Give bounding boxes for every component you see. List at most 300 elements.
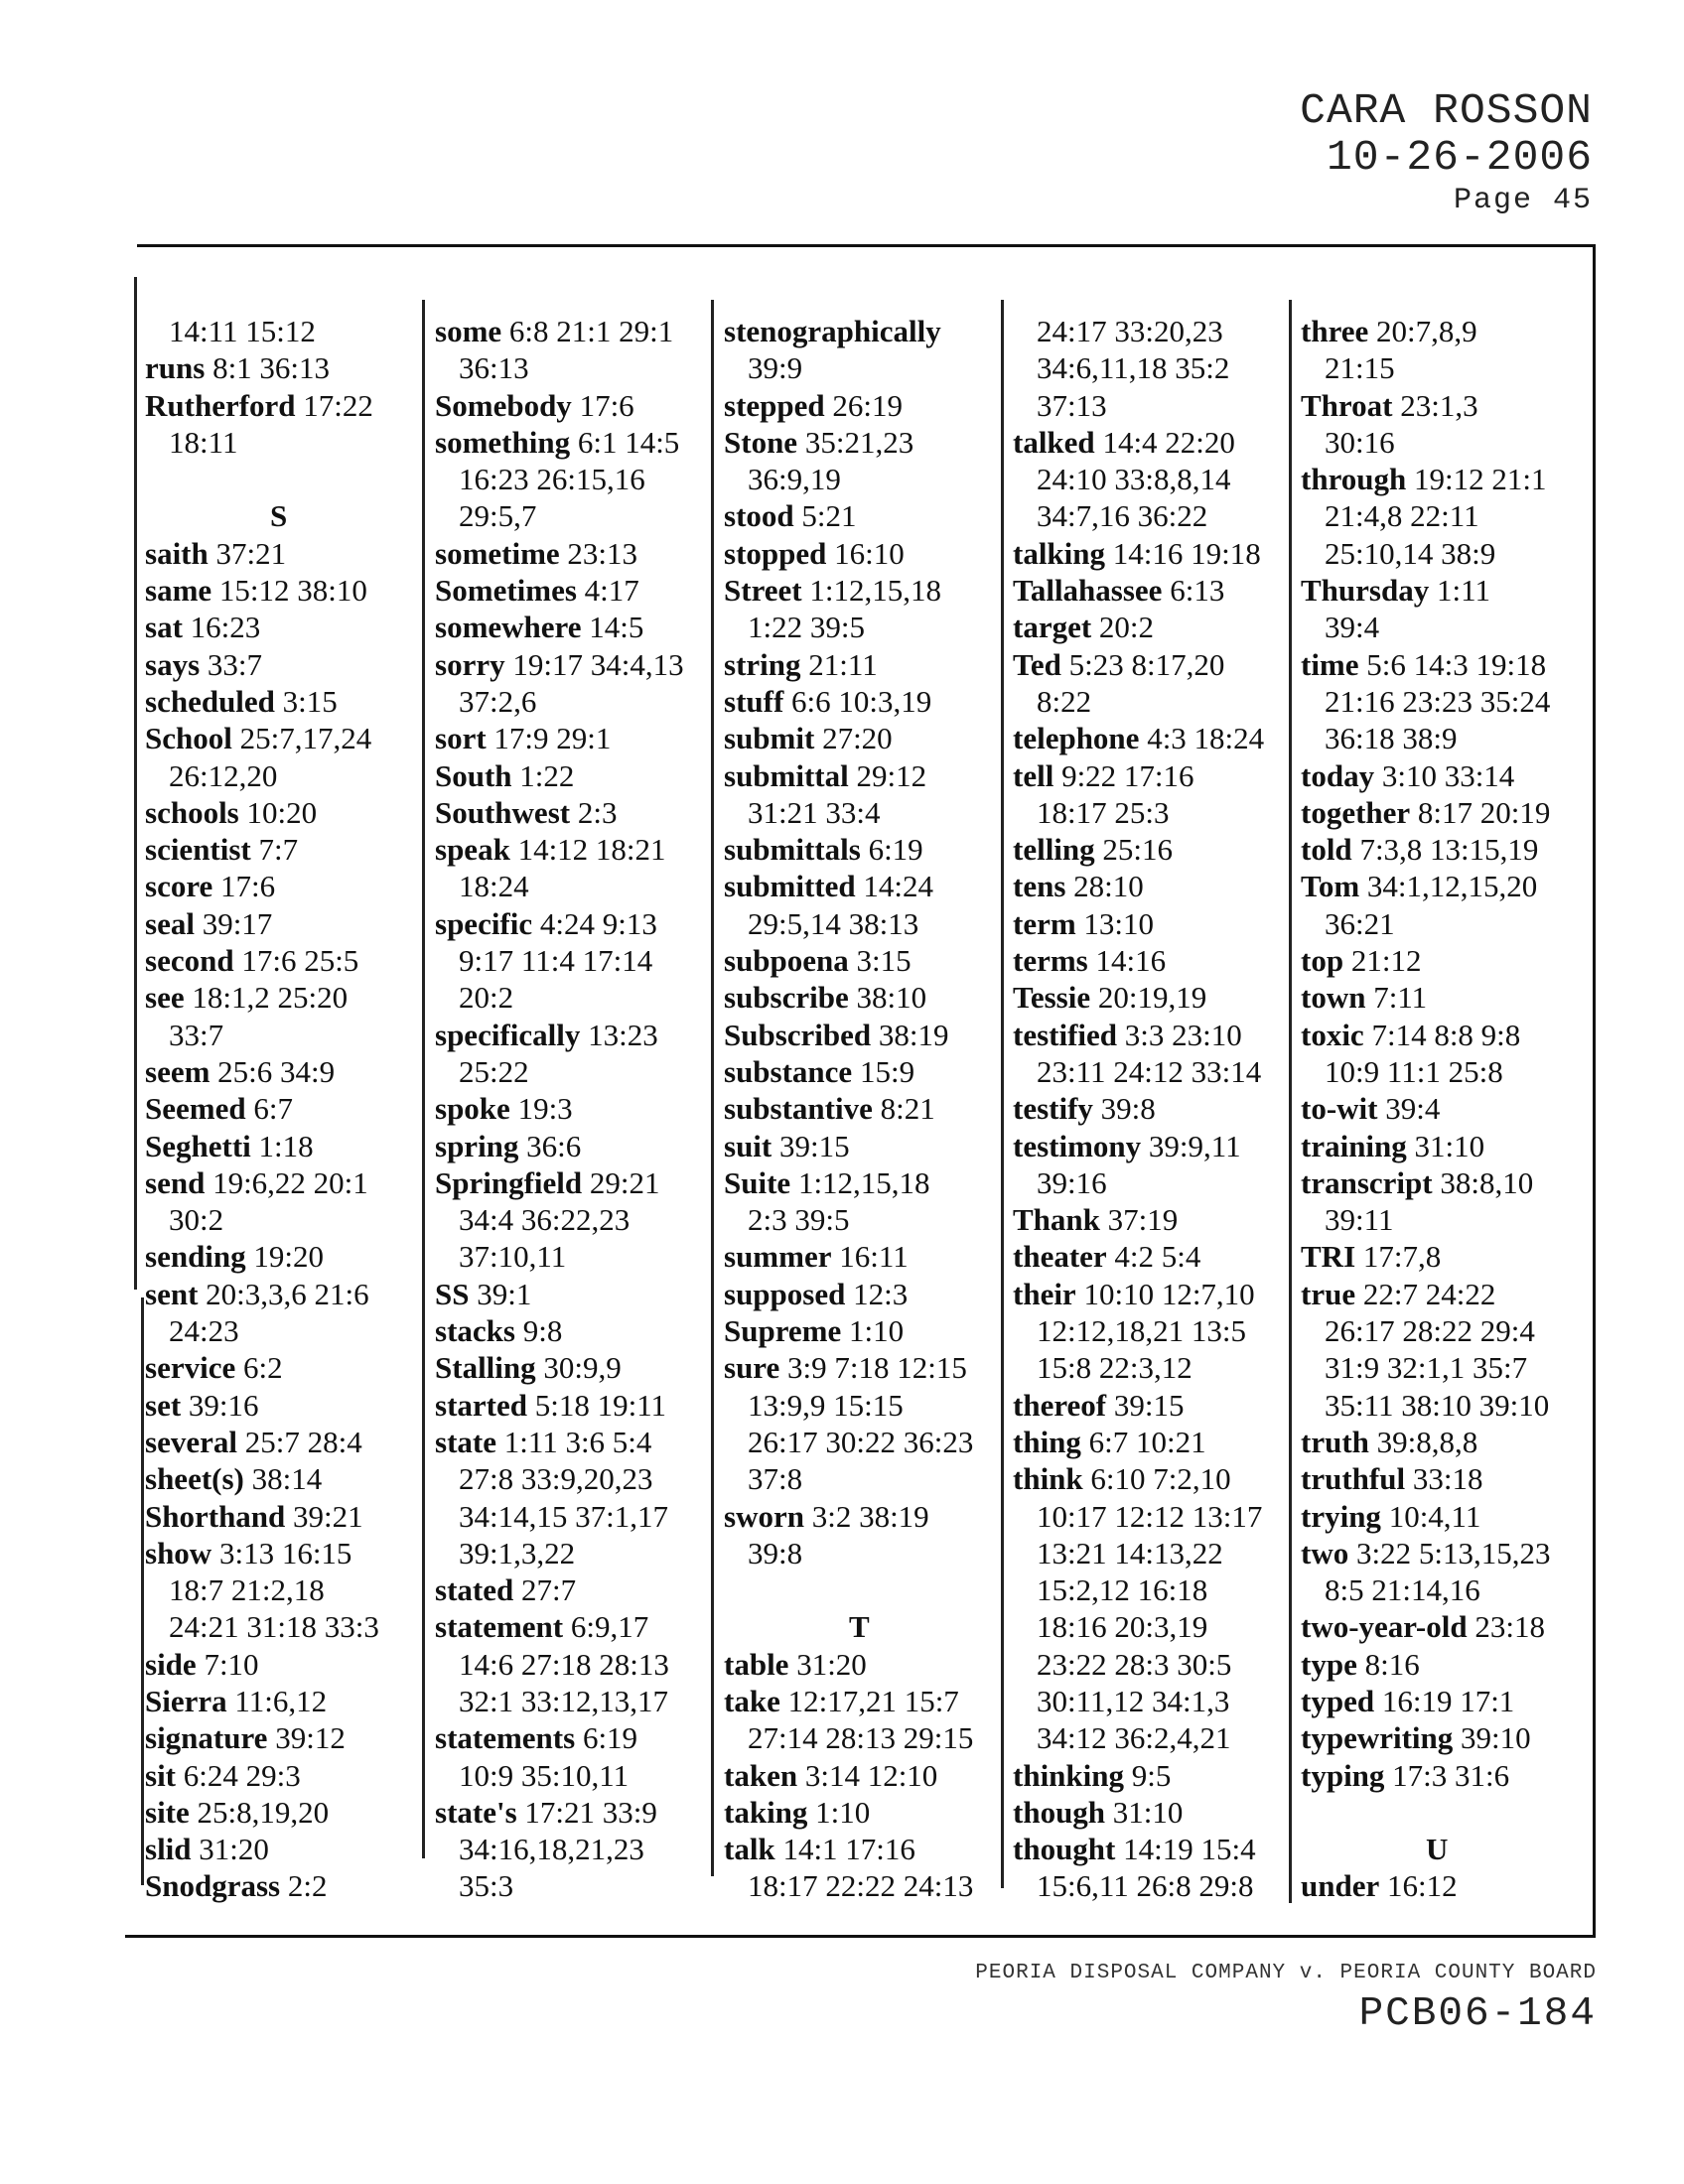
page-line-refs: 25:22	[459, 1053, 529, 1089]
index-entry	[435, 757, 684, 794]
index-entry	[724, 1238, 973, 1275]
page-line-refs: 34:14,15 37:1,17	[459, 1498, 668, 1534]
index-term: submittal	[724, 757, 849, 793]
index-entry	[145, 1498, 379, 1535]
page-line-refs: 36:18 38:9	[1325, 721, 1458, 756]
index-term: taking	[724, 1794, 808, 1830]
index-entry-continuation	[1301, 1053, 1550, 1090]
left-border-mark	[134, 277, 137, 1290]
index-entry	[724, 979, 973, 1016]
index-column-1	[145, 313, 379, 1905]
index-entry	[145, 1424, 379, 1460]
page-line-refs: 38:19	[878, 1017, 949, 1052]
index-entry	[435, 1387, 684, 1424]
index-term: type	[1301, 1646, 1357, 1682]
index-term: Sometimes	[435, 573, 577, 609]
index-term: testimony	[1013, 1128, 1142, 1163]
index-entry	[1013, 1387, 1264, 1424]
page-line-refs: 16:11	[839, 1239, 909, 1275]
index-entry	[435, 1090, 684, 1127]
index-entry	[1301, 1017, 1550, 1053]
index-term: suit	[724, 1128, 772, 1163]
page-line-refs: 25:16	[1102, 832, 1174, 868]
index-entry-continuation	[145, 313, 379, 349]
page-line-refs: 39:15	[1113, 1387, 1185, 1423]
page-line-refs: 1:12,15,18	[797, 1164, 930, 1200]
index-entry	[145, 683, 379, 720]
deposition-date: 10-26-2006	[1326, 133, 1593, 182]
page-line-refs: 39:4	[1325, 610, 1380, 645]
index-entry	[1013, 1201, 1264, 1238]
page-line-refs: 35:11 38:10 39:10	[1325, 1387, 1550, 1423]
index-entry	[724, 1164, 973, 1201]
index-term: see	[145, 980, 185, 1016]
page-line-refs: 18:16 20:3,19	[1037, 1609, 1208, 1645]
index-entry-continuation	[435, 868, 684, 904]
section-letter: U	[1426, 1832, 1449, 1867]
page-line-refs: 39:16	[1037, 1164, 1107, 1200]
page-line-refs: 13:23	[588, 1017, 658, 1052]
index-term: typewriting	[1301, 1720, 1454, 1756]
page-line-refs: 1:12,15,18	[809, 573, 941, 609]
index-entry-continuation	[435, 1646, 684, 1683]
index-term: South	[435, 757, 512, 793]
index-entry	[1013, 1238, 1264, 1275]
index-entry	[1301, 1498, 1550, 1535]
index-entry-continuation	[435, 1867, 684, 1904]
index-term: sit	[145, 1757, 176, 1793]
index-term: transcript	[1301, 1164, 1433, 1200]
index-entry-continuation	[1013, 1535, 1264, 1571]
index-entry-continuation	[724, 1387, 973, 1424]
index-term: Throat	[1301, 387, 1393, 423]
index-term: three	[1301, 314, 1369, 348]
page-line-refs: 30:9,9	[543, 1350, 622, 1386]
case-number: PCB06-184	[1358, 1991, 1597, 2037]
index-entry	[1013, 1128, 1264, 1164]
index-entry-continuation	[1013, 1349, 1264, 1386]
index-term: target	[1013, 610, 1092, 645]
page-line-refs: 17:6	[220, 869, 276, 904]
index-entry	[435, 1349, 684, 1386]
index-entry	[724, 1017, 973, 1053]
index-term: two-year-old	[1301, 1609, 1468, 1645]
index-entry-continuation	[1301, 905, 1550, 942]
index-entry	[435, 313, 684, 349]
index-term: sworn	[724, 1498, 804, 1534]
index-entry	[1301, 1238, 1550, 1275]
index-term: Southwest	[435, 794, 571, 830]
page-line-refs: 16:10	[834, 535, 905, 571]
index-box	[137, 244, 1596, 1938]
index-term: sending	[145, 1239, 246, 1275]
page-line-refs: 14:24	[863, 869, 934, 904]
index-entry	[435, 424, 684, 461]
page-line-refs: 39:9	[748, 350, 803, 386]
index-term: side	[145, 1646, 197, 1682]
index-term: service	[145, 1350, 236, 1386]
left-border-mark	[141, 1297, 144, 1885]
index-term: truthful	[1301, 1461, 1406, 1497]
column-divider	[1289, 300, 1292, 1903]
index-entry-continuation	[1013, 1498, 1264, 1535]
index-entry	[1301, 1276, 1550, 1312]
index-term: substance	[724, 1053, 853, 1089]
page-line-refs: 34:7,16 36:22	[1037, 498, 1208, 534]
page-line-refs: 15:8 22:3,12	[1037, 1350, 1193, 1386]
index-term: stood	[724, 498, 794, 534]
index-entry	[435, 1608, 684, 1645]
page-line-refs: 2:3 39:5	[748, 1202, 850, 1238]
index-entry-continuation	[724, 349, 973, 386]
index-entry	[1013, 1017, 1264, 1053]
page-line-refs: 36:13	[459, 350, 529, 386]
index-term: Stone	[724, 424, 798, 460]
page-line-refs: 21:11	[808, 646, 878, 682]
index-entry-continuation	[145, 1312, 379, 1349]
page-line-refs: 6:7	[253, 1091, 293, 1127]
page-line-refs: 1:11 3:6 5:4	[503, 1424, 652, 1459]
index-entry-continuation	[1013, 387, 1264, 424]
index-entry-continuation	[1301, 1387, 1550, 1424]
index-term: set	[145, 1387, 182, 1423]
index-entry-continuation	[1013, 1053, 1264, 1090]
page-line-refs: 25:7 28:4	[244, 1424, 362, 1459]
index-entry	[724, 683, 973, 720]
page-line-refs: 18:1,2 25:20	[192, 980, 349, 1016]
page-line-refs: 10:10 12:7,10	[1083, 1276, 1255, 1311]
index-entry	[145, 1090, 379, 1127]
index-term: stated	[435, 1572, 514, 1608]
page-line-refs: 8:1 36:13	[212, 350, 331, 386]
page-line-refs: 4:17	[584, 573, 639, 609]
index-entry-continuation	[1301, 1571, 1550, 1608]
index-entry	[435, 1164, 684, 1201]
index-term: tell	[1013, 757, 1054, 793]
page-line-refs: 6:10 7:2,10	[1090, 1461, 1231, 1497]
index-entry-continuation	[1301, 424, 1550, 461]
page-line-refs: 1:22 39:5	[748, 610, 865, 645]
blank-line	[724, 1571, 973, 1608]
page-line-refs: 3:15	[282, 683, 338, 719]
page-line-refs: 1:22	[519, 757, 575, 793]
page-line-refs: 24:21 31:18 33:3	[169, 1609, 379, 1645]
page-line-refs: 7:10	[204, 1646, 259, 1682]
index-term: state	[435, 1424, 496, 1459]
index-entry	[145, 572, 379, 609]
index-entry-continuation	[1013, 349, 1264, 386]
index-entry	[145, 942, 379, 979]
index-entry-continuation	[435, 349, 684, 386]
index-term: TRI	[1301, 1239, 1356, 1275]
index-entry	[724, 1128, 973, 1164]
border-corner-mark	[125, 1935, 139, 1938]
page-line-refs: 17:6	[579, 387, 634, 423]
page-line-refs: 25:10,14 38:9	[1325, 535, 1496, 571]
index-entry	[435, 535, 684, 572]
page-line-refs: 30:2	[169, 1202, 224, 1238]
blank-line	[145, 461, 379, 497]
index-entry	[724, 1498, 973, 1535]
page-line-refs: 13:21 14:13,22	[1037, 1535, 1223, 1570]
index-entry-continuation	[435, 1053, 684, 1090]
page-line-refs: 6:9,17	[570, 1609, 649, 1645]
page-line-refs: 15:2,12 16:18	[1037, 1572, 1208, 1608]
index-term: saith	[145, 535, 209, 571]
index-entry	[145, 1349, 379, 1386]
index-term: through	[1301, 462, 1407, 497]
page-line-refs: 37:8	[748, 1461, 803, 1497]
index-entry	[145, 720, 379, 756]
index-entry	[724, 1053, 973, 1090]
page-line-refs: 7:3,8 13:15,19	[1359, 832, 1539, 868]
index-entry-continuation	[1013, 1608, 1264, 1645]
page-line-refs: 16:12	[1387, 1868, 1458, 1904]
page-line-refs: 39:1	[477, 1276, 532, 1311]
index-entry	[1013, 979, 1264, 1016]
index-term: speak	[435, 832, 510, 868]
index-term: stacks	[435, 1313, 515, 1349]
index-entry	[1301, 794, 1550, 831]
column-divider	[422, 300, 425, 1858]
index-entry-continuation	[724, 1719, 973, 1756]
index-term: send	[145, 1164, 206, 1200]
page-line-refs: 7:11	[1373, 980, 1428, 1016]
page-line-refs: 16:19 17:1	[1381, 1683, 1515, 1718]
index-entry	[724, 1090, 973, 1127]
index-term: sat	[145, 610, 183, 645]
index-entry	[724, 1683, 973, 1719]
index-term: toxic	[1301, 1017, 1364, 1052]
page-line-refs: 39:8,8,8	[1376, 1424, 1478, 1459]
witness-name: CARA ROSSON	[1300, 86, 1593, 135]
page-line-refs: 36:21	[1325, 905, 1395, 941]
page-line-refs: 31:20	[199, 1832, 269, 1867]
page-line-refs: 29:5,7	[459, 498, 537, 534]
index-entry-continuation	[435, 1535, 684, 1571]
page-line-refs: 14:5	[589, 610, 644, 645]
page-footer	[975, 1956, 1597, 2037]
index-entry-continuation	[724, 609, 973, 645]
index-term: talking	[1013, 535, 1106, 571]
index-term: submit	[724, 721, 815, 756]
index-term: statement	[435, 1609, 564, 1645]
index-term: told	[1301, 832, 1352, 868]
index-term: stopped	[724, 535, 827, 571]
page-line-refs: 34:16,18,21,23	[459, 1832, 644, 1867]
index-term: typing	[1301, 1757, 1385, 1793]
index-entry	[724, 535, 973, 572]
page-line-refs: 14:11 15:12	[169, 314, 316, 348]
index-entry	[435, 831, 684, 868]
index-entry	[1013, 757, 1264, 794]
page-line-refs: 39:21	[293, 1498, 363, 1534]
page-line-refs: 23:18	[1474, 1609, 1545, 1645]
index-entry	[435, 1424, 684, 1460]
index-entry	[1013, 424, 1264, 461]
index-entry-continuation	[1301, 720, 1550, 756]
page-line-refs: 6:7 10:21	[1088, 1424, 1206, 1459]
page-line-refs: 2:2	[287, 1868, 328, 1904]
index-entry	[145, 1460, 379, 1497]
index-entry	[724, 1831, 973, 1867]
page-line-refs: 15:9	[859, 1053, 915, 1089]
index-entry	[1301, 868, 1550, 904]
page-line-refs: 5:18 19:11	[534, 1387, 667, 1423]
page-line-refs: 20:7,8,9	[1376, 314, 1477, 348]
page-line-refs: 35:3	[459, 1868, 514, 1904]
page-line-refs: 39:8	[1100, 1091, 1156, 1127]
page-line-refs: 24:17 33:20,23	[1037, 314, 1223, 348]
index-term: Street	[724, 573, 802, 609]
index-term: talk	[724, 1832, 775, 1867]
page-line-refs: 19:17 34:4,13	[512, 646, 684, 682]
page-line-refs: 26:19	[832, 387, 904, 423]
page-line-refs: 39:4	[1385, 1091, 1441, 1127]
index-entry-continuation	[724, 905, 973, 942]
index-entry	[724, 942, 973, 979]
page-line-refs: 39:17	[202, 905, 273, 941]
index-entry-continuation	[724, 1424, 973, 1460]
index-term: time	[1301, 646, 1359, 682]
page-line-refs: 38:10	[856, 980, 927, 1016]
page-line-refs: 24:10 33:8,8,14	[1037, 462, 1231, 497]
page-line-refs: 5:6 14:3 19:18	[1366, 646, 1547, 682]
page-line-refs: 37:2,6	[459, 683, 537, 719]
index-entry	[1301, 1867, 1550, 1904]
index-term: submittals	[724, 832, 861, 868]
index-entry	[1301, 461, 1550, 497]
page-line-refs: 15:6,11 26:8 29:8	[1037, 1868, 1254, 1904]
index-entry	[1013, 1831, 1264, 1867]
page-line-refs: 17:6 25:5	[241, 943, 359, 979]
index-term: submitted	[724, 869, 856, 904]
page-line-refs: 16:23 26:15,16	[459, 462, 645, 497]
index-entry	[724, 646, 973, 683]
index-term: schools	[145, 794, 239, 830]
index-term: score	[145, 869, 213, 904]
page-line-refs: 31:20	[796, 1646, 867, 1682]
index-entry	[724, 1276, 973, 1312]
page-line-refs: 26:17 30:22 36:23	[748, 1424, 974, 1459]
index-entry-continuation	[724, 1201, 973, 1238]
page-header	[1300, 87, 1593, 220]
index-entry	[724, 1312, 973, 1349]
page-line-refs: 17:21 33:9	[524, 1794, 657, 1830]
index-entry-continuation	[435, 1757, 684, 1794]
page-line-refs: 17:22	[303, 387, 373, 423]
index-entry	[435, 387, 684, 424]
page-line-refs: 36:9,19	[748, 462, 841, 497]
page-line-refs: 39:15	[779, 1128, 850, 1163]
page-line-refs: 13:10	[1083, 905, 1155, 941]
page-line-refs: 30:11,12 34:1,3	[1037, 1683, 1230, 1718]
index-entry	[724, 868, 973, 904]
page-line-refs: 34:12 36:2,4,21	[1037, 1720, 1231, 1756]
page-line-refs: 10:9 35:10,11	[459, 1757, 630, 1793]
index-term: something	[435, 424, 571, 460]
page-line-refs: 12:17,21 15:7	[787, 1683, 959, 1718]
index-entry	[1013, 942, 1264, 979]
index-entry	[1301, 1757, 1550, 1794]
page-line-refs: 31:10	[1112, 1794, 1184, 1830]
index-entry	[145, 387, 379, 424]
index-entry	[1301, 1090, 1550, 1127]
page-line-refs: 17:3 31:6	[1392, 1757, 1510, 1793]
index-column-5	[1301, 313, 1550, 1905]
index-term: Seghetti	[145, 1128, 251, 1163]
page-line-refs: 20:19,19	[1097, 980, 1207, 1016]
index-entry	[724, 831, 973, 868]
index-term: started	[435, 1387, 527, 1423]
page-line-refs: 21:4,8 22:11	[1325, 498, 1479, 534]
page-line-refs: 4:24 9:13	[539, 905, 657, 941]
index-term: under	[1301, 1868, 1380, 1904]
index-term: together	[1301, 794, 1411, 830]
page-line-refs: 28:10	[1073, 869, 1144, 904]
index-term: theater	[1013, 1239, 1107, 1275]
page-line-refs: 9:5	[1131, 1757, 1172, 1793]
page-line-refs: 37:13	[1037, 387, 1107, 423]
index-entry	[435, 1276, 684, 1312]
page-line-refs: 25:7,17,24	[239, 721, 372, 756]
page-line-refs: 36:6	[526, 1128, 582, 1163]
index-entry-continuation	[1013, 1312, 1264, 1349]
index-entry	[145, 1719, 379, 1756]
page-line-refs: 8:16	[1364, 1646, 1420, 1682]
page-line-refs: 33:18	[1412, 1461, 1483, 1497]
index-entry	[435, 905, 684, 942]
index-entry-continuation	[724, 794, 973, 831]
index-term: trying	[1301, 1498, 1381, 1534]
index-entry	[1013, 1794, 1264, 1831]
index-term: Tallahassee	[1013, 573, 1163, 609]
page-line-refs: 37:21	[215, 535, 287, 571]
index-term: typed	[1301, 1683, 1375, 1718]
index-entry-continuation	[1301, 1201, 1550, 1238]
index-entry	[145, 1053, 379, 1090]
index-term: talked	[1013, 424, 1095, 460]
page-line-refs: 11:6,12	[234, 1683, 328, 1718]
index-entry	[724, 387, 973, 424]
index-term: string	[724, 646, 801, 682]
index-entry	[724, 757, 973, 794]
column-divider	[1001, 300, 1004, 1888]
page-line-refs: 4:2 5:4	[1114, 1239, 1201, 1275]
section-letter: T	[849, 1609, 870, 1645]
index-term: taken	[724, 1757, 798, 1793]
index-entry	[145, 979, 379, 1016]
page-line-refs: 4:3 18:24	[1147, 721, 1265, 756]
index-term: state's	[435, 1794, 517, 1830]
page-line-refs: 3:3 23:10	[1124, 1017, 1242, 1052]
index-term: sure	[724, 1350, 780, 1386]
index-entry-continuation	[435, 1460, 684, 1497]
index-entry	[1301, 1646, 1550, 1683]
index-term: says	[145, 646, 201, 682]
page-line-refs: 26:12,20	[169, 757, 278, 793]
page-line-refs: 19:3	[517, 1091, 573, 1127]
index-term: thought	[1013, 1832, 1116, 1867]
page-line-refs: 13:9,9 15:15	[748, 1387, 904, 1423]
index-term: Suite	[724, 1164, 791, 1200]
index-term: second	[145, 943, 234, 979]
page-line-refs: 34:6,11,18 35:2	[1037, 350, 1230, 386]
index-entry	[724, 424, 973, 461]
index-column-2	[435, 313, 684, 1905]
index-entry	[1301, 1128, 1550, 1164]
index-entry-continuation	[724, 1867, 973, 1904]
